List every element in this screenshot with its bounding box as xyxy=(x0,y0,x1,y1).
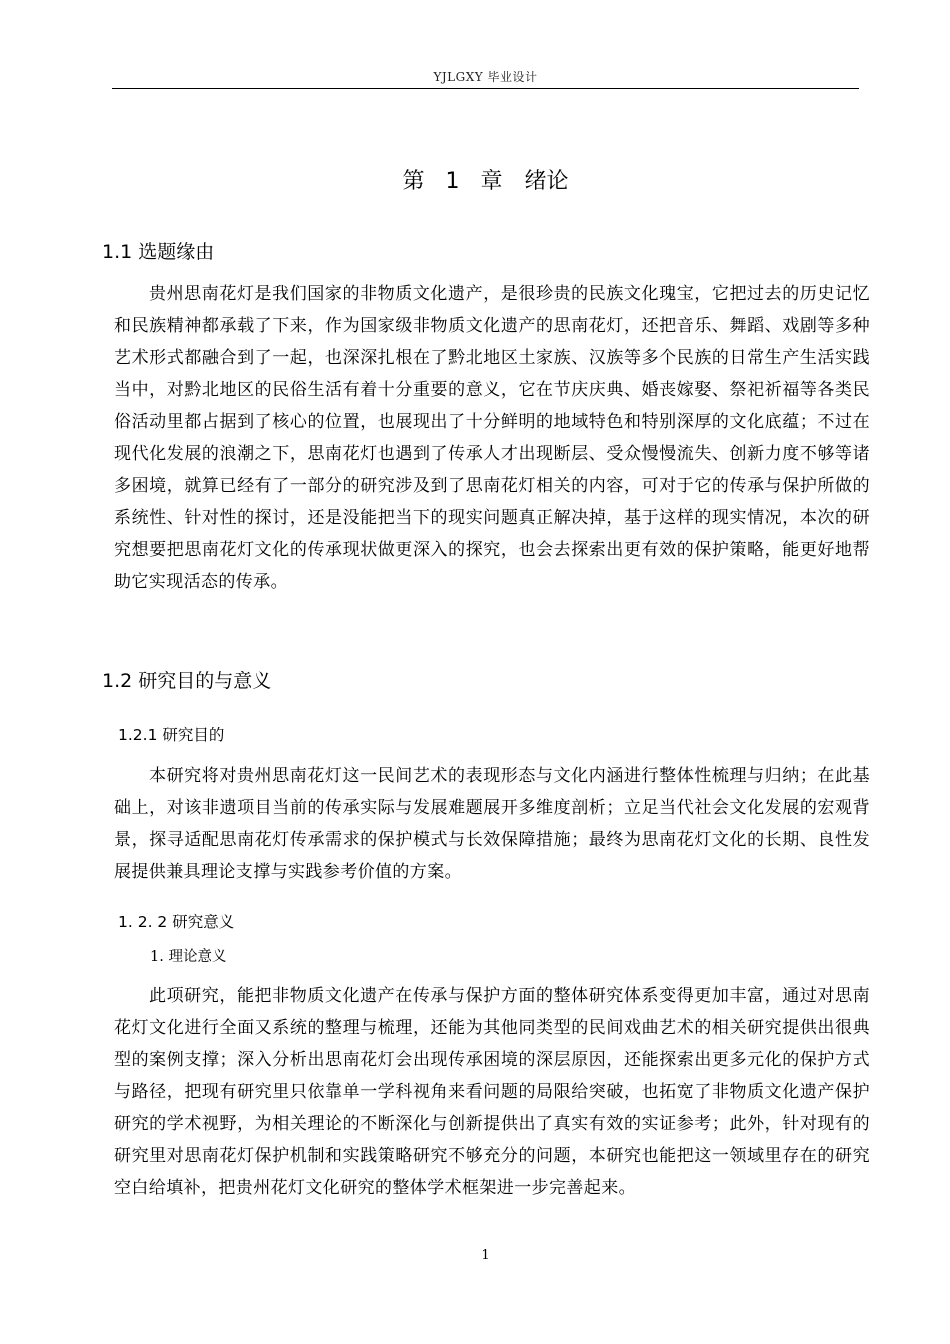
section-heading-1-2-2: 1. 2. 2 研究意义 xyxy=(118,913,235,931)
section-heading-1-1: 1.1 选题缘由 xyxy=(102,241,215,263)
section-heading-1-2-1: 1.2.1 研究目的 xyxy=(118,726,225,744)
section-1-2-1-paragraph: 本研究将对贵州思南花灯这一民间艺术的表现形态与文化内涵进行整体性梳理与归纳；在此基础上，对该非遗项目当前的传承实际与发展难题展开多维度剖析；立足当代社会文化发展的宏观背景，探寻适配思南花灯传承需求的保护模式与长效保障措施；最终为思南花灯文化的长期、良性发展提供兼具理论支撑与实践参考价值的方案。 xyxy=(114,766,870,882)
running-header: YJLGXY 毕业设计 xyxy=(433,70,538,84)
chapter-title: 第 1 章 绪论 xyxy=(402,169,569,194)
section-1-2-2-paragraph: 此项研究，能把非物质文化遗产在传承与保护方面的整体研究体系变得更加丰富，通过对思南花灯文化进行全面又系统的整理与梳理，还能为其他同类型的民间戏曲艺术的相关研究提供出很典型的案例支撑；深入分析出思南花灯会出现传承困境的深层原因，还能探索出更多元化的保护方式与路径，把现有研究里只依靠单一学科视角来看问题的局限给突破，也拓宽了非物质文化遗产保护研究的学术视野，为相关理论的不断深化与创新提供出了真实有效的实证参考；此外，针对现有的研究里对思南花灯保护机制和实践策略研究不够充分的问题，本研究也能把这一领域里存在的研究空白给填补，把贵州花灯文化研究的整体学术框架进一步完善起来。 xyxy=(114,986,870,1198)
header-rule xyxy=(112,88,859,89)
section-heading-1-2: 1.2 研究目的与意义 xyxy=(102,670,272,692)
section-1-1-paragraph: 贵州思南花灯是我们国家的非物质文化遗产，是很珍贵的民族文化瑰宝，它把过去的历史记忆和民族精神都承载了下来，作为国家级非物质文化遗产的思南花灯，还把音乐、舞蹈、戏剧等多种艺术形式都融合到了一起，也深深扎根在了黔北地区土家族、汉族等多个民族的日常生产生活实践当中，对黔北地区的民俗生活有着十分重要的意义，它在节庆庆典、婚丧嫁娶、祭祀祈福等各类民俗活动里都占据到了核心的位置，也展现出了十分鲜明的地域特色和特别深厚的文化底蕴；不过在现代化发展的浪潮之下，思南花灯也遇到了传承人才出现断层、受众慢慢流失、创新力度不够等诸多困境，就算已经有了一部分的研究涉及到了思南花灯相关的内容，可对于它的传承与保护所做的系统性、针对性的探讨，还是没能把当下的现实问题真正解决掉，基于这样的现实情况，本次的研究想要把思南花灯文化的传承现状做更深入的探究，也会去探索出更有效的保护策略，能更好地帮助它实现活态的传承。 xyxy=(114,284,870,592)
subheading-theory-significance: 1. 理论意义 xyxy=(150,949,227,965)
page-number: 1 xyxy=(481,1248,490,1263)
